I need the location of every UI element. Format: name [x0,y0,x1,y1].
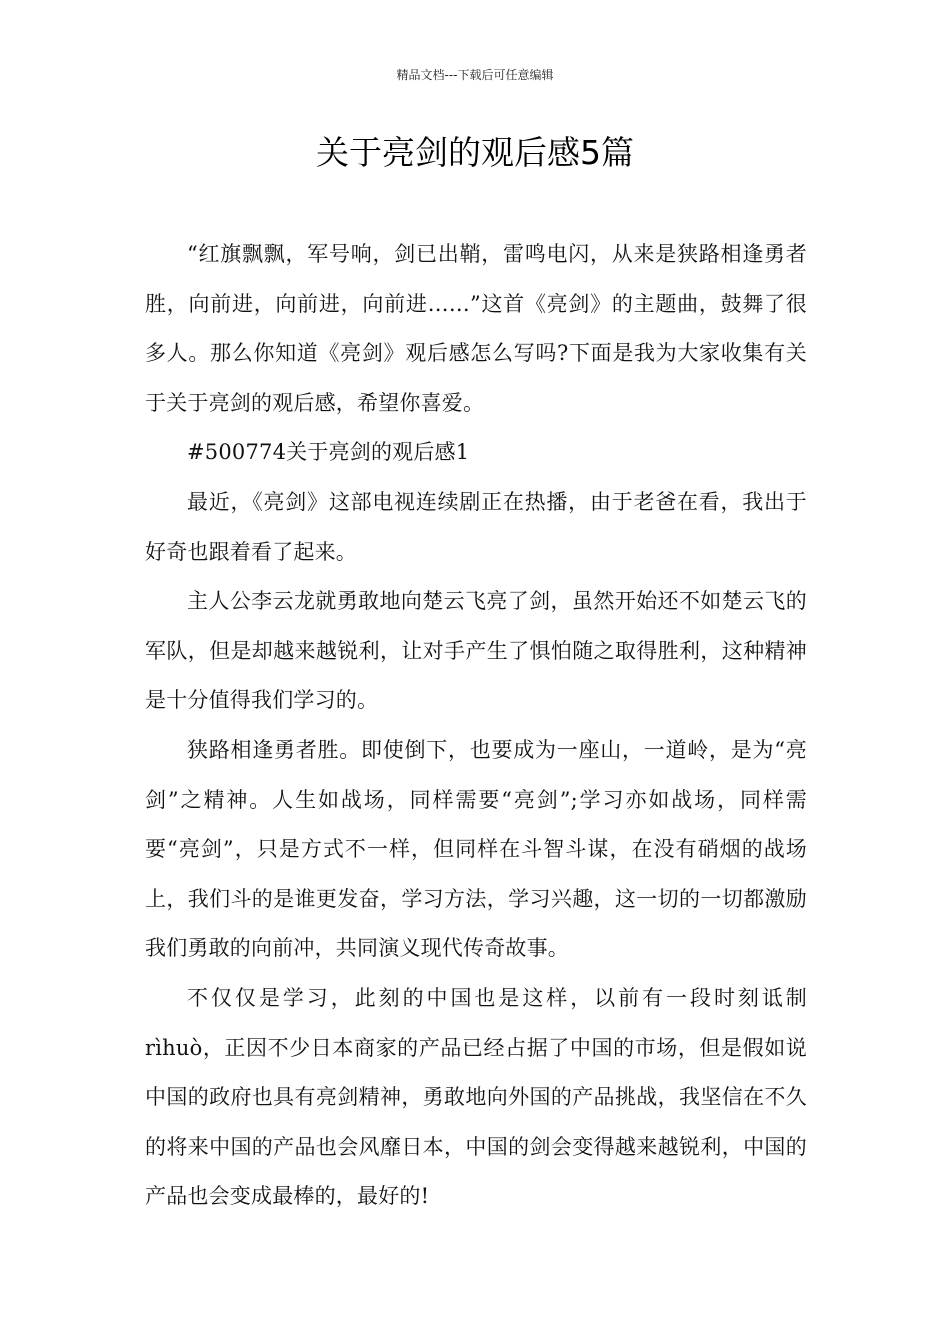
body-paragraph: 主人公李云龙就勇敢地向楚云飞亮了剑，虽然开始还不如楚云飞的军队，但是却越来越锐利，让对手产生了惧怕随之取得胜利，这种精神是十分值得我们学习的。 [145,589,807,713]
page-header: 精品文档---下载后可任意编辑 [396,68,554,82]
document-title: 关于亮剑的观后感5篇 [316,133,634,172]
body-paragraph: 最近，《亮剑》这部电视连续剧正在热播，由于老爸在看，我出于好奇也跟着看了起来。 [145,489,807,564]
intro-paragraph: “红旗飘飘，军号响，剑已出鞘，雷鸣电闪，从来是狭路相逢勇者胜，向前进，向前进，向前进……”这首《亮剑》的主题曲，鼓舞了很多人。那么你知道《亮剑》观后感怎么写吗?下面是我为大家收集有关于关于亮剑的观后感，希望你喜爱。 [145,242,807,415]
body-paragraph: 不仅仅是学习，此刻的中国也是这样，以前有一段时刻诋制rìhuò，正因不少日本商家的产品已经占据了中国的市场，但是假如说中国的政府也具有亮剑精神，勇敢地向外国的产品挑战，我坚信在不久的将来中国的产品也会风靡日本，中国的剑会变得越来越锐利，中国的产品也会变成最棒的，最好的! [145,985,807,1209]
body-paragraph: 狭路相逢勇者胜。即使倒下，也要成为一座山，一道岭，是为“亮剑”之精神。人生如战场，同样需要“亮剑”;学习亦如战场，同样需要“亮剑”，只是方式不一样，但同样在斗智斗谋，在没有硝烟的战场上，我们斗的是谁更发奋，学习方法，学习兴趣，这一切的一切都激励我们勇敢的向前冲，共同演义现代传奇故事。 [145,737,807,961]
document-body [145,230,807,1222]
section-heading: #500774关于亮剑的观后感1 [187,440,470,465]
